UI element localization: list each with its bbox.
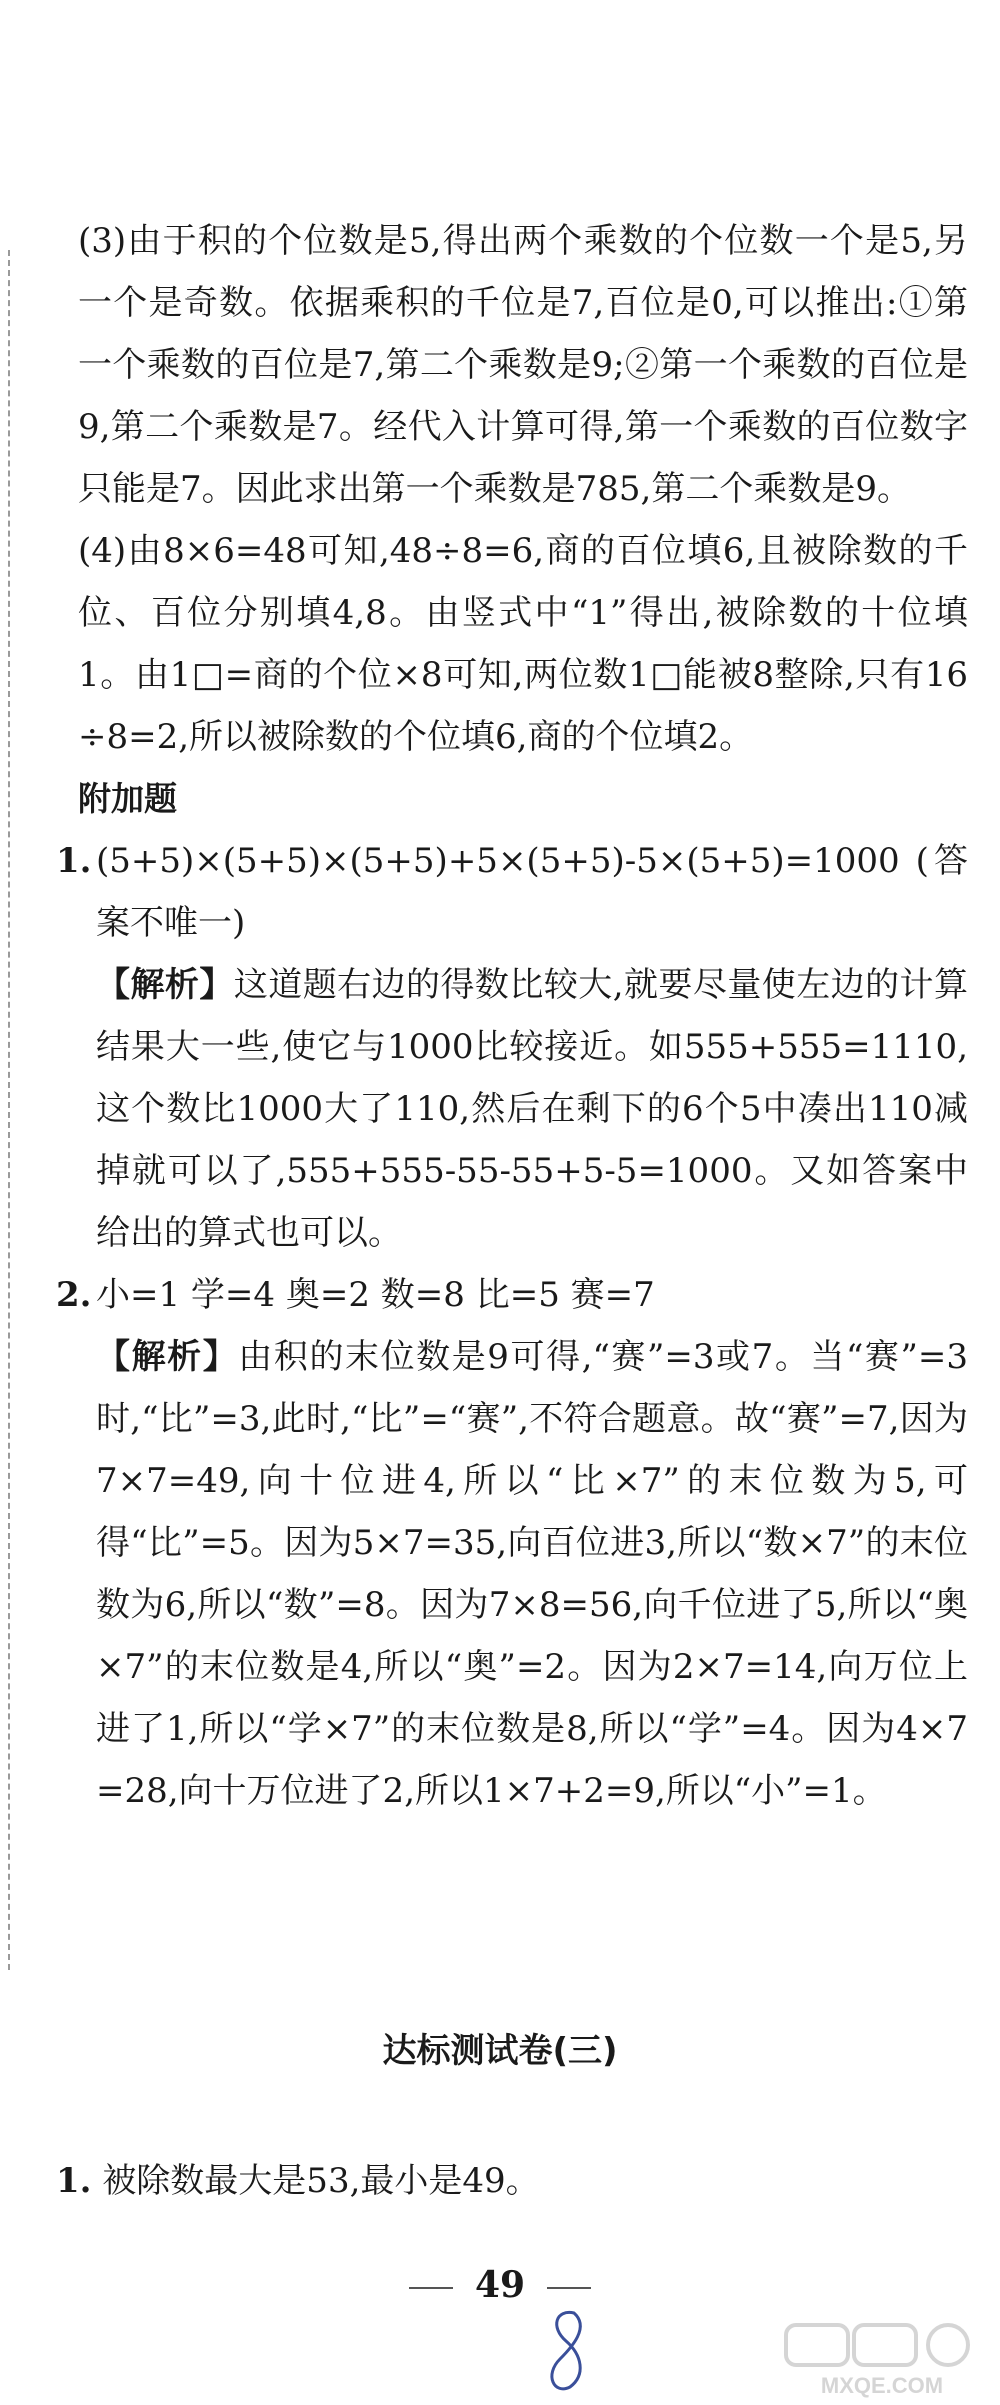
page-number-dash-right — [547, 2287, 591, 2289]
item-number: 1. — [56, 841, 92, 881]
paragraph-3: (3)由于积的个位数是5,得出两个乘数的个位数一个是5,另一个是奇数。依据乘积的千位是7,百位是0,可以推出:①第一个乘数的百位是7,第二个乘数是9;②第一个乘数的百位是9,第二个乘数是7。经代入计算可得,第一个乘数的百位数字只能是7。因此求出第一个乘数是785,第二个乘数是9。 — [78, 221, 968, 509]
extra-item-2-answer — [56, 1264, 968, 1326]
analysis-text: 由积的末位数是9可得,“赛”=3或7。当“赛”=3时,“比”=3,此时,“比”=“赛”,不符合题意。故“赛”=7,因为7×7=49,向十位进4,所以“比×7”的末位数为5,可得“比”=5。因为5×7=35,向百位进3,所以“数×7”的末位数为6,所以“数”=8。因为7×8=56,向千位进了5,所以“奥×7”的末位数是4,所以“奥”=2。因为2×7=14,向万位上进了1,所以“学×7”的末位数是8,所以“学”=4。因为4×7=28,向十万位进了2,所以1×7+2=9,所以“小”=1。 — [96, 1337, 969, 1811]
extra-item-1-answer — [56, 830, 968, 954]
paragraph-4: (4)由8×6=48可知,48÷8=6,商的百位填6,且被除数的千位、百位分别填4,8。由竖式中“1”得出,被除数的十位填1。由1□=商的个位×8可知,两位数1□能被8整除,只有16÷8=2,所以被除数的个位填6,商的个位填2。 — [78, 531, 968, 757]
watermark-logo — [782, 2321, 982, 2399]
page-content — [56, 210, 969, 1822]
item-number: 2. — [56, 1275, 92, 1315]
page-number — [0, 2264, 1000, 2306]
page-number-value: 49 — [474, 2264, 526, 2306]
binding-dashed-line — [8, 250, 10, 1970]
handwritten-eight-mark — [538, 2305, 598, 2395]
extra-item-1-analysis — [96, 954, 968, 1264]
analysis-text: 这道题右边的得数比较大,就要尽量使左边的计算结果大一些,使它与1000比较接近。如555+555=1110,这个数比1000大了110,然后在剩下的6个5中凑出110减掉就可以了,555+555-55-55+5-5=1000。又如答案中给出的算式也可以。 — [96, 965, 969, 1253]
extra-item-1 — [56, 830, 969, 1264]
watermark-text: MXQE.COM — [820, 2373, 944, 2398]
extra-item-2 — [56, 1264, 969, 1822]
extra-questions-heading: 附加题 — [78, 779, 177, 818]
answer-text: (5+5)×(5+5)×(5+5)+5×(5+5)-5×(5+5)=1000 (答案不唯一) — [96, 841, 968, 943]
section-title: 达标测试卷(三) — [382, 2031, 618, 2071]
answer-text: 小=1 学=4 奥=2 数=8 比=5 赛=7 — [96, 1275, 655, 1315]
question-text: 被除数最大是53,最小是49。 — [102, 2161, 540, 2201]
question-number: 1. — [56, 2161, 92, 2201]
extra-item-2-analysis — [96, 1326, 968, 1822]
analysis-tag: 【解析】 — [96, 1337, 239, 1377]
test-question-1 — [56, 2150, 540, 2212]
analysis-tag: 【解析】 — [96, 965, 234, 1005]
page-number-dash-left — [409, 2287, 453, 2289]
